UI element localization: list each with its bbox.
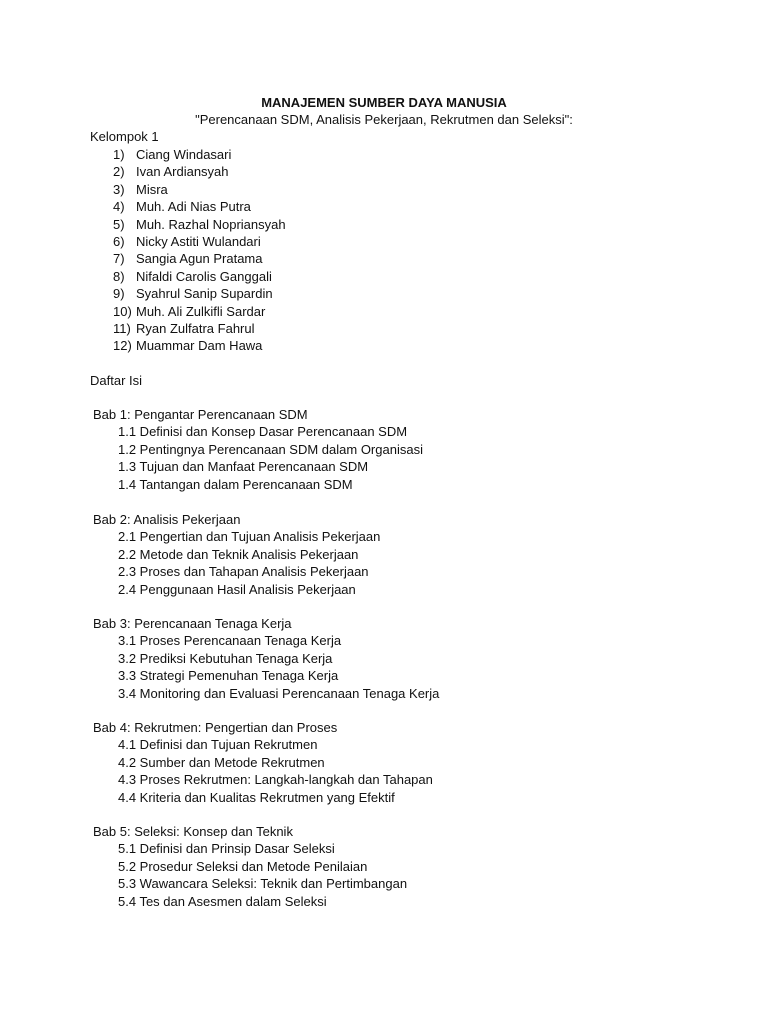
toc-section-item: 5.1 Definisi dan Prinsip Dasar Seleksi: [118, 841, 335, 857]
member-number: 8): [113, 268, 125, 284]
toc-heading: Daftar Isi: [90, 373, 143, 388]
document-subtitle: "Perencanaan SDM, Analisis Pekerjaan, Rekrutmen dan Seleksi":: [195, 112, 573, 127]
member-name: Muammar Dam Hawa: [136, 338, 263, 354]
toc-section-item: 3.3 Strategi Pemenuhan Tenaga Kerja: [118, 668, 339, 684]
member-number: 10): [113, 303, 132, 319]
toc-section-item: 2.4 Penggunaan Hasil Analisis Pekerjaan: [118, 581, 356, 597]
member-number: 11): [113, 321, 131, 336]
toc-chapter-title: Bab 2: Analisis Pekerjaan: [93, 512, 241, 527]
member-number: 3): [113, 181, 125, 197]
group-label: Kelompok 1: [90, 129, 159, 144]
member-name: Misra: [136, 181, 168, 197]
member-number: 12): [113, 338, 132, 354]
member-name: Muh. Adi Nias Putra: [136, 199, 251, 215]
toc-section-item: 3.2 Prediksi Kebutuhan Tenaga Kerja: [118, 650, 333, 666]
toc-section-item: 3.1 Proses Perencanaan Tenaga Kerja: [118, 633, 342, 649]
toc-section-item: 1.1 Definisi dan Konsep Dasar Perencanaan SDM: [118, 424, 408, 440]
toc-section-item: 4.3 Proses Rekrutmen: Langkah-langkah dan Tahapan: [118, 772, 433, 788]
toc-section-item: 2.1 Pengertian dan Tujuan Analisis Pekerjaan: [118, 529, 381, 545]
member-name: Ciang Windasari: [136, 147, 232, 162]
member-number: 9): [113, 286, 125, 302]
member-number: 7): [113, 251, 125, 267]
toc-section-item: 5.3 Wawancara Seleksi: Teknik dan Pertimbangan: [118, 876, 408, 892]
member-name: Muh. Razhal Nopriansyah: [136, 216, 286, 232]
toc-section-item: 1.3 Tujuan dan Manfaat Perencanaan SDM: [118, 459, 369, 475]
toc-section-item: 4.2 Sumber dan Metode Rekrutmen: [118, 754, 325, 770]
toc-section-item: 4.1 Definisi dan Tujuan Rekrutmen: [118, 737, 318, 753]
toc-section-item: 4.4 Kriteria dan Kualitas Rekrutmen yang Efektif: [118, 789, 395, 805]
toc-section-item: 1.2 Pentingnya Perencanaan SDM dalam Organisasi: [118, 441, 423, 457]
member-name: Ryan Zulfatra Fahrul: [136, 321, 255, 336]
member-name: Muh. Ali Zulkifli Sardar: [136, 303, 266, 319]
member-number: 2): [113, 164, 125, 180]
toc-section-item: 5.2 Prosedur Seleksi dan Metode Penilaian: [118, 858, 368, 874]
member-number: 6): [113, 234, 125, 249]
toc-chapter-title: Bab 3: Perencanaan Tenaga Kerja: [93, 616, 292, 631]
member-name: Syahrul Sanip Supardin: [136, 286, 273, 302]
member-name: Nifaldi Carolis Ganggali: [136, 268, 272, 284]
toc-section-item: 2.3 Proses dan Tahapan Analisis Pekerjaan: [118, 564, 369, 580]
member-number: 4): [113, 199, 125, 215]
toc-chapter-title: Bab 1: Pengantar Perencanaan SDM: [93, 407, 308, 422]
toc-section-item: 5.4 Tes dan Asesmen dalam Seleksi: [118, 893, 327, 909]
member-name: Sangia Agun Pratama: [136, 251, 263, 267]
member-name: Ivan Ardiansyah: [136, 164, 229, 180]
toc-chapter-title: Bab 5: Seleksi: Konsep dan Teknik: [93, 824, 293, 839]
toc-section-item: 3.4 Monitoring dan Evaluasi Perencanaan Tenaga Kerja: [118, 685, 440, 701]
member-name: Nicky Astiti Wulandari: [136, 234, 261, 249]
toc-section-item: 2.2 Metode dan Teknik Analisis Pekerjaan: [118, 546, 359, 562]
toc-section-item: 1.4 Tantangan dalam Perencanaan SDM: [118, 476, 353, 492]
member-number: 1): [113, 147, 125, 162]
document-title: MANAJEMEN SUMBER DAYA MANUSIA: [261, 95, 507, 110]
toc-chapter-title: Bab 4: Rekrutmen: Pengertian dan Proses: [93, 720, 338, 735]
member-number: 5): [113, 216, 125, 232]
